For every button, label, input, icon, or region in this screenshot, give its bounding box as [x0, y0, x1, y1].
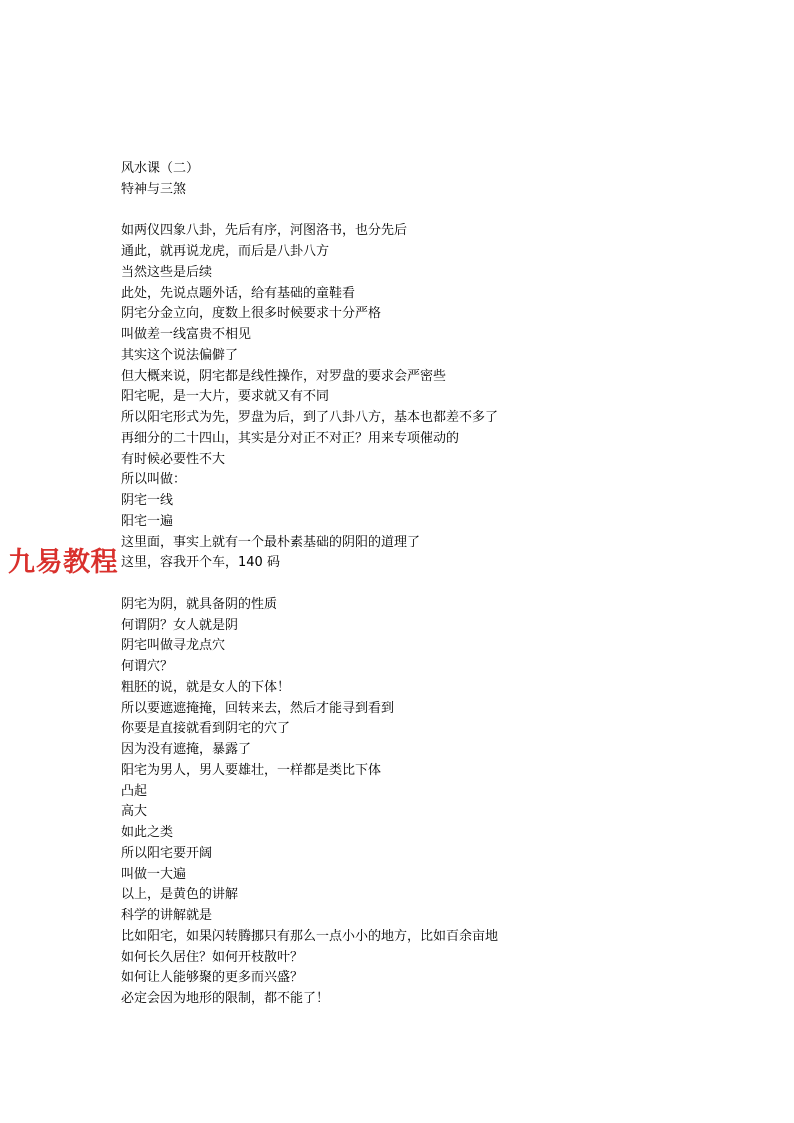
- text-line: 科学的讲解就是: [121, 908, 213, 923]
- text-line: 这里，容我开个车，140 码: [121, 555, 280, 571]
- doc-title: 风水课（二）: [121, 161, 200, 176]
- text-line: 再细分的二十四山，其实是分对正不对正？用来专项催动的: [121, 430, 460, 446]
- text-line: 当然这些是后续: [121, 264, 213, 280]
- blank-line: [121, 574, 761, 595]
- text-line: 凸起: [121, 783, 148, 799]
- text-line: 必定会因为地形的限制，都不能了！: [121, 991, 330, 1006]
- text-line: 以上，是黄色的讲解: [121, 887, 239, 903]
- text-line: 比如阳宅，如果闪转腾挪只有那么一点小小的地方，比如百余亩地: [121, 928, 499, 944]
- text-line: 如何长久居住？如何开枝散叶？: [121, 949, 304, 965]
- text-line: 如何让人能够聚的更多而兴盛？: [121, 970, 304, 986]
- text-line: 所以阳宅形式为先，罗盘为后，到了八卦八方，基本也都差不多了: [121, 410, 499, 425]
- text-line: 粗胚的说，就是女人的下体！: [121, 679, 291, 695]
- text-line: 阴宅一线: [121, 493, 174, 508]
- text-line: 叫做差一线富贵不相见: [121, 327, 252, 342]
- text-line: 如两仪四象八卦，先后有序，河图洛书，也分先后: [121, 223, 408, 239]
- doc-subtitle: 特神与三煞: [121, 181, 187, 197]
- text-line: 如此之类: [121, 825, 174, 840]
- text-line: 阴宅为阴，就具备阴的性质: [121, 596, 278, 612]
- text-line: 所以阳宅要开阔: [121, 845, 213, 861]
- text-line: 阳宅一遍: [121, 513, 174, 529]
- text-line: 因为没有遮掩，暴露了: [121, 742, 252, 757]
- text-line: 但大概来说，阴宅都是线性操作，对罗盘的要求会严密些: [121, 368, 447, 384]
- text-line: 叫做一大遍: [121, 866, 187, 882]
- text-line: 阴宅分金立向，度数上很多时候要求十分严格: [121, 306, 382, 322]
- text-line: 阳宅呢，是一大片，要求就又有不同: [121, 389, 330, 405]
- text-line: 阴宅叫做寻龙点穴: [121, 638, 226, 654]
- text-line: 此处，先说点题外话，给有基础的童鞋看: [121, 285, 356, 301]
- text-line: 何谓穴？: [121, 659, 174, 674]
- text-line: 有时候必要性不大: [121, 451, 226, 467]
- text-line: 你要是直接就看到阴宅的穴了: [121, 721, 291, 737]
- text-line: 其实这个说法偏僻了: [121, 347, 239, 363]
- blank-line: [121, 201, 761, 222]
- text-line: 这里面，事实上就有一个最朴素基础的阴阳的道理了: [121, 534, 421, 550]
- text-line: 高大: [121, 804, 148, 820]
- text-line: 所以要遮遮掩掩，回转来去，然后才能寻到看到: [121, 700, 395, 716]
- watermark-logo: 九易教程: [8, 547, 118, 578]
- text-line: 阳宅为男人，男人要雄壮，一样都是类比下体: [121, 762, 382, 778]
- text-line: 何谓阴？女人就是阴: [121, 617, 239, 633]
- text-line: 通此，就再说龙虎，而后是八卦八方: [121, 244, 330, 259]
- text-line: 所以叫做：: [121, 472, 187, 488]
- document-body: [121, 159, 761, 1010]
